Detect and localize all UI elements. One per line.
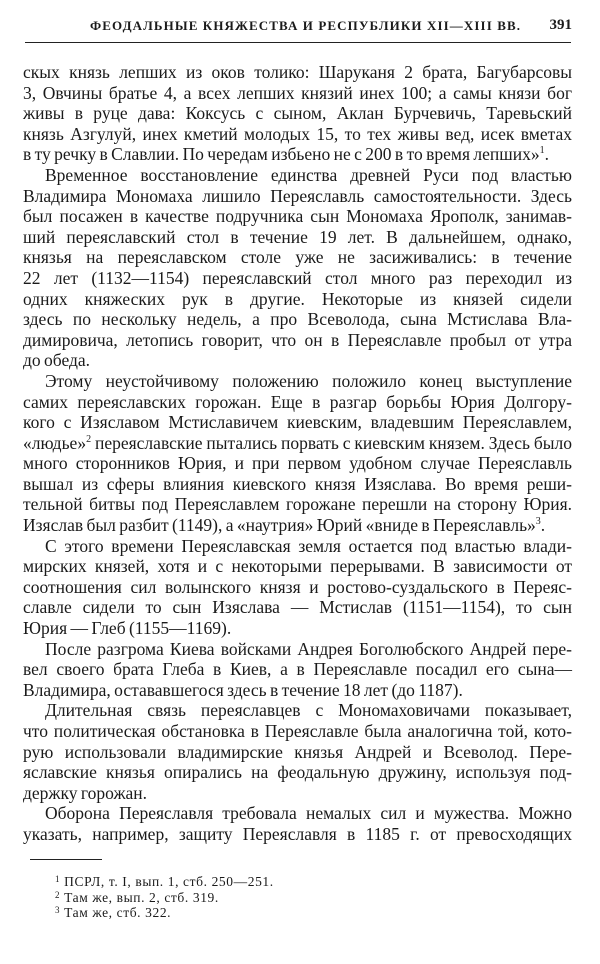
running-head: [90, 18, 572, 38]
text-line: был посажен в качестве подручника сын Мономаха Ярополк, занимав-: [23, 206, 572, 227]
footnote-mark: 1: [55, 874, 61, 884]
text-line: до обеда.: [23, 350, 91, 371]
footnote: [55, 888, 274, 904]
text-line: князья на переяславском столе уже не засиживались: в течение: [23, 247, 572, 268]
text-line: 22 лет (1132—1154) переяславский стол много раз переходил из: [23, 267, 572, 288]
footnotes: [55, 872, 274, 919]
text-line: вышал из сферы влияния киевского князя Изяслава. Во время реши-: [23, 473, 572, 494]
text-line: одних княжеских рук в другие. Некоторые из князей сидели: [23, 288, 572, 309]
text-line: димировича, летопись говорит, что он в Переяславле пробыл от утра: [23, 329, 572, 350]
text-line: рую использовали владимирские князья Андрей и Всеволод. Пере-: [23, 741, 572, 762]
header-rule: [25, 42, 571, 43]
paragraph-start: Длительная связь переяславцев с Мономаховичами показывает,: [45, 700, 572, 721]
text-line: живы в руце дава: Коксусь с сыном, Аклан Бурчевичь, Таревьский: [23, 103, 572, 124]
footnote-text: Там же, вып. 2, стб. 319.: [64, 889, 219, 905]
footnote-rule: [30, 859, 102, 860]
paragraph-start: После разгрома Киева войсками Андрея Боголюбского Андрей пере-: [45, 638, 572, 659]
text-line: скых князь лепших из оков толико: Шаруканя 2 брата, Багубарсовы: [23, 62, 572, 82]
text-line: мирских князей, хотя и с некоторыми перерывами. В зависимости от: [23, 556, 572, 577]
page-number: 391: [549, 17, 572, 33]
text-line: кого с Изяславом Мстиславичем киевским, владевшим Переяславлем,: [23, 412, 572, 433]
text-line: вел своего брата Глеба в Киев, а в Переяславле посадил его сына—: [23, 659, 572, 680]
paragraph-start: Оборона Переяславля требовала немалых сил и мужества. Можно: [45, 803, 572, 824]
footnote: [55, 903, 274, 919]
text-line: славле сидели то сын Изяслава — Мстислав (1151—1154), то сын: [23, 597, 572, 618]
text-line: 3, Овчины братье 4, а всех лепших князий инех 100; а самы князи бог: [23, 82, 572, 103]
text-line: здесь по нескольку недель, а про Всеволода, сына Мстислава Вла-: [23, 309, 572, 330]
footnote: [55, 872, 274, 888]
text-line: Владимира, остававшегося здесь в течение 18 лет (до 1187).: [23, 679, 463, 700]
text-line: Изяслав был разбит (1149), а «наутрия» Юрий «вниде в Переяславль»$^3$.: [23, 515, 546, 536]
paragraph-start: С этого времени Переяславская земля остается под властью влади-: [45, 535, 572, 556]
text-line: самих переяславских горожан. Еще в разгар борьбы Юрия Долгору-: [23, 391, 572, 412]
footnote-text: ПСРЛ, т. I, вып. 1, стб. 250—251.: [64, 874, 274, 889]
text-line: «людье»$^2$ переяславские пытались порвать с киевским князем. Здесь было: [23, 432, 572, 453]
text-line: соотношения сил волынского князя и ростово-суздальского в Переяс-: [23, 576, 572, 597]
paragraph-start: Этому неустойчивому положению положило конец выступление: [45, 370, 572, 391]
footnote-text: Там же, стб. 322.: [64, 905, 172, 920]
text-line: что политическая обстановка в Переяславле была аналогична той, кото-: [23, 721, 572, 741]
text-line: много сторонников Юрия, и при первом удобном случае Переяславль: [23, 453, 572, 474]
text-line: Юрия — Глеб (1155—1169).: [23, 618, 232, 639]
footnote-ref[interactable]: 3: [535, 516, 541, 528]
footnote-ref[interactable]: 2: [86, 433, 92, 445]
text-line: в ту речку в Славлии. По чередам избьено не с 200 в то время лепших»$^1$.: [23, 144, 549, 165]
text-line: Владимира Мономаха лишило Переяславль самостоятельности. Здесь: [23, 185, 572, 206]
body-text: [23, 62, 572, 845]
running-title: ФЕОДАЛЬНЫЕ КНЯЖЕСТВА И РЕСПУБЛИКИ XII—XIII ВВ.: [90, 18, 522, 33]
footnote-mark: 2: [55, 889, 61, 900]
footnote-ref[interactable]: 1: [539, 145, 545, 157]
text-line: держку горожан.: [23, 782, 148, 803]
paragraph-start: Временное восстановление единства древней Руси под властью: [45, 164, 572, 185]
text-line: яславские князья опирались на феодальную дружину, используя под-: [23, 762, 572, 783]
text-line: указать, например, защиту Переяславля в 1185 г. от превосходящих: [23, 823, 572, 844]
text-line: князь Азгулуй, инех кметий молодых 15, то тех живы вед, исек вметах: [23, 123, 572, 144]
footnote-mark: 3: [55, 905, 61, 915]
text-line: тельной битвы под Переяславлем горожане перешли на сторону Юрия.: [23, 494, 572, 515]
text-line: ший переяславский стол в течение 19 лет. В дальнейшем, однако,: [23, 226, 572, 247]
